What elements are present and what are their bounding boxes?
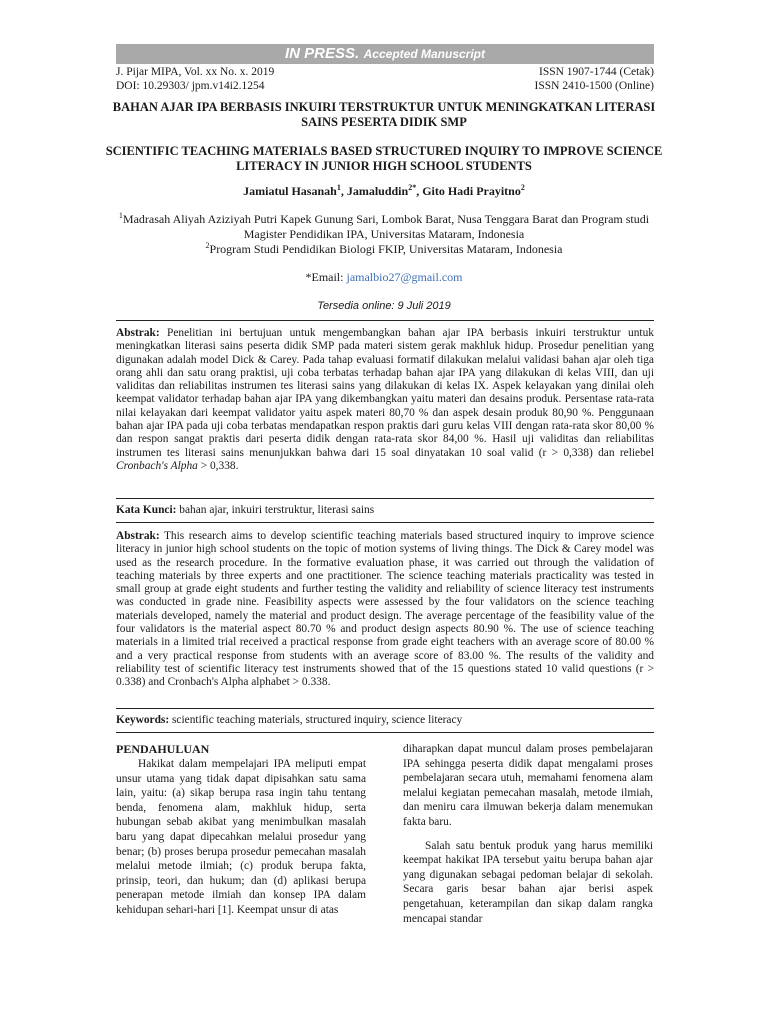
author-list: [100, 184, 668, 199]
section-heading: PENDAHULUAN: [116, 742, 210, 756]
body-paragraph: Hakikat dalam mempelajari IPA meliputi empat unsur utama yang tidak dapat dipisahkan satu sama lain, yaitu: (a) sikap berupa rasa ingin tahu tentang benda, fenomena alam, makhluk hidup, serta hubungan sebab akibat yang menimbulkan masalah baru yang dapat dipecahkan melalui prosedur yang benar; (b) proses berupa prosedur pemecahan masalah melalui metode ilmiah; (c) produk berupa fakta, prinsip, teori, dan hukum; dan (d) aplikasi berupa penerapan metode ilmiah dan konsep IPA dalam kehidupan sehari-hari [1]. Keempat unsur di atas: [116, 758, 366, 916]
abstrak-text: Penelitian ini bertujuan untuk mengembangkan bahan ajar IPA berbasis inkuiri terstruktur untuk meningkatkan literasi sains peserta didik SMP pada materi sistem gerak makhluk hidup. Prosedur penelitian yang digunakan adalah model Dick & Carey. Pada tahap evaluasi formatif dilakukan melalui validasi bahan ajar oleh tiga orang ahli dan satu orang praktisi, uji coba terbatas terhadap bahan ajar IPA yang dilakukan di kelas VIII, dan uji validitas dan reliabilitas instrumen tes literasi sains yang dilakukan di kelas IX. Aspek kelayakan yang dinilai oleh keempat validator terhadap bahan ajar IPA yang dikembangkan yaitu materi dan desains produk. Persentase rata-rata nilai kelayakan dari keempat validator yaitu aspek materi 80,70 % dan aspek desain produk 80,90 %. Penggunaan bahan ajar IPA pada uji coba terbatas mendapatkan respon praktis dari guru kelas VIII dengan rata-rata skor 80,00 % dan respon sangat praktis dari peserta didik dengan rata-rata skor 84,00 %. Hasil uji validitas dan reliabilitas instrumen tes literasi sains menunjukkan bahwa dari 15 soal dinyatakan 10 soal valid (r > 0,338) dan reliebel: [116, 327, 654, 459]
abstrak-label: Abstrak:: [116, 327, 160, 339]
divider: [116, 708, 654, 709]
author-separator: ,: [416, 184, 423, 198]
affiliation-1-cont: Magister Pendidikan IPA, Universitas Mataram, Indonesia: [243, 227, 525, 241]
affil-mark: 2: [205, 241, 210, 250]
affiliation-2: [100, 242, 668, 257]
author-name: Jamiatul Hasanah: [243, 184, 337, 198]
abstract-paragraph: [116, 530, 654, 690]
abstrak-paragraph: [116, 327, 654, 473]
affil-line: Program Studi Pendidikan Biologi FKIP, Universitas Mataram, Indonesia: [209, 242, 563, 256]
corresponding-email: [100, 270, 668, 285]
keywords: [116, 714, 654, 727]
author-affil-mark: 1: [336, 183, 341, 192]
author-name: Gito Hadi Prayitno: [422, 184, 521, 198]
divider: [116, 732, 654, 733]
abstrak-italic: Cronbach's Alpha: [116, 459, 198, 472]
title-indonesian: BAHAN AJAR IPA BERBASIS INKUIRI TERSTRUKTUR UNTUK MENINGKATKAN LITERASI SAINS PESERTA DIDIK SMP: [112, 100, 656, 129]
affiliation-1: [100, 212, 668, 227]
keywords-text: scientific teaching materials, structured inquiry, science literacy: [169, 714, 463, 726]
affil-mark: 1: [118, 211, 123, 220]
divider: [116, 498, 654, 499]
divider: [116, 320, 654, 321]
author-affil-mark: 2: [520, 183, 525, 192]
doi: DOI: 10.29303/ jpm.v14i2.1254: [116, 80, 265, 92]
author-affil-mark: 2*: [408, 183, 417, 192]
abstract-label: Abstrak:: [116, 530, 160, 542]
keywords-label: Keywords:: [116, 714, 170, 726]
abstrak-end: > 0,338.: [197, 459, 239, 472]
author-separator: ,: [340, 184, 347, 198]
kata-kunci: [116, 504, 654, 517]
email-label: *Email:: [305, 270, 347, 284]
column-left: [116, 742, 366, 918]
in-press-banner: [116, 44, 654, 64]
banner-label: Accepted Manuscript: [363, 47, 485, 61]
divider: [116, 522, 654, 523]
title-english: SCIENTIFIC TEACHING MATERIALS BASED STRUCTURED INQUIRY TO IMPROVE SCIENCE LITERACY IN JUNIOR HIGH SCHOOL STUDENTS: [105, 144, 663, 173]
email-link[interactable]: jamalbio27@gmail.com: [346, 270, 463, 284]
issn-online: ISSN 2410-1500 (Online): [534, 80, 654, 92]
kata-kunci-text: bahan ajar, inkuiri terstruktur, literasi sains: [176, 504, 375, 516]
abstract-text: This research aims to develop scientific teaching materials based structured inquiry to improve science literacy in junior high school students on the topic of motion systems of living things. The Dick & Carey model was used as the research procedure. In the formative evaluation phase, it was carried out through the validation of teaching materials by three experts and one practitioner. The science teaching materials practicality was tested in small group at grade eight students and further testing the validity and reliability of science literacy test instruments was conducted in grade nine. Feasibility aspects were assessed by the four validators on the science teaching materials developed, namely the material and product design. The average percentage of the feasibility value of the four validators is the material aspect 80.70 % and product design aspects 80.90 %. The use of science teaching materials in a limited trial received a practical response from grade eight teachers with an average score of 80.00 % and a very practical response from students with an average score of 83.00 %. The results of the validity and reliability test of scientific literacy test instruments showed that of the 15 questions stated 10 valid questions (r > 0.338) and Cronbach's Alpha alphabet > 0.338.: [116, 530, 654, 689]
author-name: Jamaluddin: [346, 184, 409, 198]
kata-kunci-label: Kata Kunci:: [116, 504, 177, 516]
online-date: Tersedia online: 9 Juli 2019: [317, 300, 451, 312]
issn-print: ISSN 1907-1744 (Cetak): [539, 66, 654, 78]
banner-status: IN PRESS.: [285, 45, 360, 62]
column-right: [403, 742, 653, 926]
body-paragraph: Salah satu bentuk produk yang harus memiliki keempat hakikat IPA tersebut yaitu berupa bahan ajar yang digunakan sebagai pedoman belajar di sekolah. Secara garis besar bahan ajar berisi aspek pengetahuan, keterampilan dan sikap dalam rangka mencapai standar: [403, 839, 653, 925]
affil-line: Madrasah Aliyah Aziziyah Putri Kapek Gunung Sari, Lombok Barat, Nusa Tenggara Barat dan Program studi: [122, 212, 650, 226]
body-paragraph: diharapkan dapat muncul dalam proses pembelajaran IPA sehingga peserta didik dapat mengalami proses pembelajaran secara utuh, memahami fenomena alam melalui kegiatan pemecahan masalah, metode ilmiah, dan meniru cara ilmuwan bekerja dalam menemukan fakta baru.: [403, 743, 653, 828]
journal-citation: J. Pijar MIPA, Vol. xx No. x. 2019: [116, 66, 275, 78]
